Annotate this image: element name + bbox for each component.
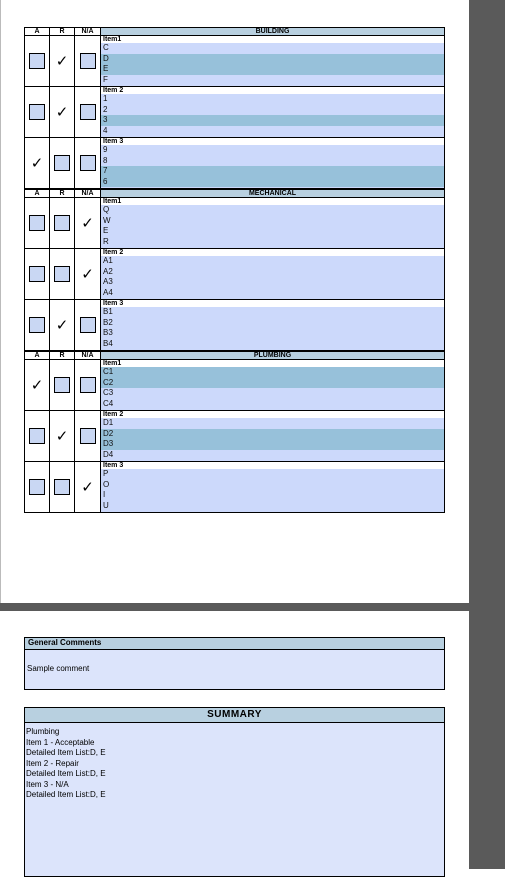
detail-line[interactable]: 4 [101,126,444,138]
check-mark-icon[interactable]: ✓ [30,154,44,172]
detail-line[interactable]: B3 [101,328,444,339]
empty-checkbox-icon[interactable] [54,266,70,282]
check-mark-icon[interactable]: ✓ [81,478,94,496]
empty-checkbox-icon[interactable] [80,155,96,171]
detail-line[interactable]: A1 [101,256,444,267]
item-details [101,198,444,248]
checkbox-cell [50,249,75,299]
empty-checkbox-icon[interactable] [80,317,96,333]
detail-line[interactable]: E [101,226,444,237]
detail-line[interactable]: C4 [101,399,444,411]
detail-line[interactable]: W [101,216,444,227]
general-comments-title: General Comments [25,638,444,650]
item-details [101,411,444,461]
item-title: Item 3 [101,462,444,469]
item-title: Item 3 [101,138,444,145]
checkbox-cell [25,249,50,299]
item-title: Item1 [101,36,444,43]
empty-checkbox-icon[interactable] [54,479,70,495]
item-details [101,249,444,299]
detail-line[interactable]: B2 [101,318,444,329]
column-header: R [50,28,75,35]
checklist-item [24,300,445,351]
checklist-item [24,411,445,462]
empty-checkbox-icon[interactable] [29,53,45,69]
checklist-item [24,360,445,411]
checkbox-cell [75,36,101,86]
check-mark-icon[interactable]: ✓ [55,52,69,70]
empty-checkbox-icon[interactable] [80,53,96,69]
detail-line[interactable]: R [101,237,444,249]
check-mark-icon[interactable]: ✓ [55,427,69,445]
checkbox-cell [50,36,75,86]
item-details [101,36,444,86]
checkbox-cell [25,360,50,410]
checkbox-cell [25,462,50,512]
page-separator [0,603,469,611]
column-header: A [25,190,50,197]
detail-line[interactable]: 1 [101,94,444,105]
item-details [101,87,444,137]
summary-line: Item 2 - Repair [26,758,79,768]
item-title: Item1 [101,198,444,205]
page-edge [0,0,1,603]
detail-line[interactable]: D3 [101,439,444,450]
detail-line[interactable]: U [101,501,444,513]
general-comments-text[interactable]: Sample comment [27,664,90,673]
detail-line[interactable]: A2 [101,267,444,278]
section-header [24,351,445,360]
checklist-item [24,36,445,87]
column-header: N/A [75,352,101,359]
detail-line[interactable]: B1 [101,307,444,318]
checkbox-cell [75,138,101,188]
detail-line[interactable]: C2 [101,378,444,389]
empty-checkbox-icon[interactable] [29,317,45,333]
empty-checkbox-icon[interactable] [80,104,96,120]
detail-line[interactable]: F [101,75,444,87]
check-mark-icon[interactable]: ✓ [30,376,44,394]
item-details [101,462,444,512]
detail-line[interactable]: 7 [101,166,444,177]
item-title: Item 2 [101,87,444,94]
summary-line: Item 3 - N/A [26,779,69,789]
check-mark-icon[interactable]: ✓ [55,316,69,334]
detail-line[interactable]: 9 [101,145,444,156]
detail-line[interactable]: 2 [101,105,444,116]
empty-checkbox-icon[interactable] [54,215,70,231]
checkbox-cell [25,411,50,461]
checkbox-cell [25,36,50,86]
checklist-item [24,198,445,249]
detail-line[interactable]: 3 [101,115,444,126]
detail-line[interactable]: C3 [101,388,444,399]
checklist-item [24,138,445,189]
summary-line: Detailed Item List:D, E [26,769,106,778]
summary-panel [24,707,445,877]
checkbox-cell [75,300,101,350]
detail-line[interactable]: B4 [101,339,444,351]
item-title: Item1 [101,360,444,367]
item-details [101,138,444,188]
item-details [101,360,444,410]
checkbox-cell [25,138,50,188]
detail-line[interactable]: E [101,64,444,75]
inspection-checklist [24,27,445,513]
check-mark-icon[interactable]: ✓ [81,265,94,283]
empty-checkbox-icon[interactable] [54,155,70,171]
checkbox-cell [75,87,101,137]
checkbox-cell [75,249,101,299]
check-mark-icon[interactable]: ✓ [81,214,94,232]
item-title: Item 2 [101,411,444,418]
detail-line[interactable]: A3 [101,277,444,288]
checkbox-cell [25,300,50,350]
detail-line[interactable]: I [101,490,444,501]
section-title: MECHANICAL [101,190,444,197]
detail-line[interactable]: D1 [101,418,444,429]
empty-checkbox-icon[interactable] [29,479,45,495]
section-title: PLUMBING [101,352,444,359]
empty-checkbox-icon[interactable] [29,104,45,120]
checklist-item [24,462,445,513]
detail-line[interactable]: D2 [101,429,444,440]
checklist-item [24,249,445,300]
section-header [24,189,445,198]
empty-checkbox-icon[interactable] [29,428,45,444]
column-header: A [25,28,50,35]
empty-checkbox-icon[interactable] [29,215,45,231]
checkbox-cell [50,198,75,248]
checkbox-cell [50,360,75,410]
detail-line[interactable]: D [101,54,444,65]
checkbox-cell [50,300,75,350]
general-comments-panel [24,637,445,690]
column-header: R [50,352,75,359]
checkbox-cell [75,360,101,410]
empty-checkbox-icon[interactable] [29,266,45,282]
detail-line[interactable]: C1 [101,367,444,378]
checkbox-cell [50,87,75,137]
item-title: Item 3 [101,300,444,307]
checkbox-cell [75,198,101,248]
checkbox-cell [50,138,75,188]
check-mark-icon[interactable]: ✓ [55,103,69,121]
detail-line[interactable]: C [101,43,444,54]
detail-line[interactable]: P [101,469,444,480]
detail-line[interactable]: 8 [101,156,444,167]
empty-checkbox-icon[interactable] [80,377,96,393]
empty-checkbox-icon[interactable] [54,377,70,393]
checkbox-cell [25,87,50,137]
checklist-item [24,87,445,138]
detail-line[interactable]: O [101,480,444,491]
checkbox-cell [25,198,50,248]
empty-checkbox-icon[interactable] [80,428,96,444]
summary-line: Plumbing [26,727,60,736]
viewer-gutter [469,0,505,869]
detail-line[interactable]: A4 [101,288,444,300]
column-header: R [50,190,75,197]
checkbox-cell [50,411,75,461]
checkbox-cell [75,411,101,461]
detail-line[interactable]: Q [101,205,444,216]
summary-title: SUMMARY [25,708,444,723]
detail-line[interactable]: 6 [101,177,444,189]
item-details [101,300,444,350]
column-header: N/A [75,190,101,197]
column-header: N/A [75,28,101,35]
summary-line: Detailed Item List:D, E [26,790,106,799]
detail-line[interactable]: D4 [101,450,444,462]
checkbox-cell [50,462,75,512]
summary-line: Item 1 - Acceptable [26,737,95,747]
section-header [24,27,445,36]
item-title: Item 2 [101,249,444,256]
summary-lines [25,723,444,801]
section-title: BUILDING [101,28,444,35]
column-header: A [25,352,50,359]
checkbox-cell [75,462,101,512]
summary-line: Detailed Item List:D, E [26,748,106,757]
